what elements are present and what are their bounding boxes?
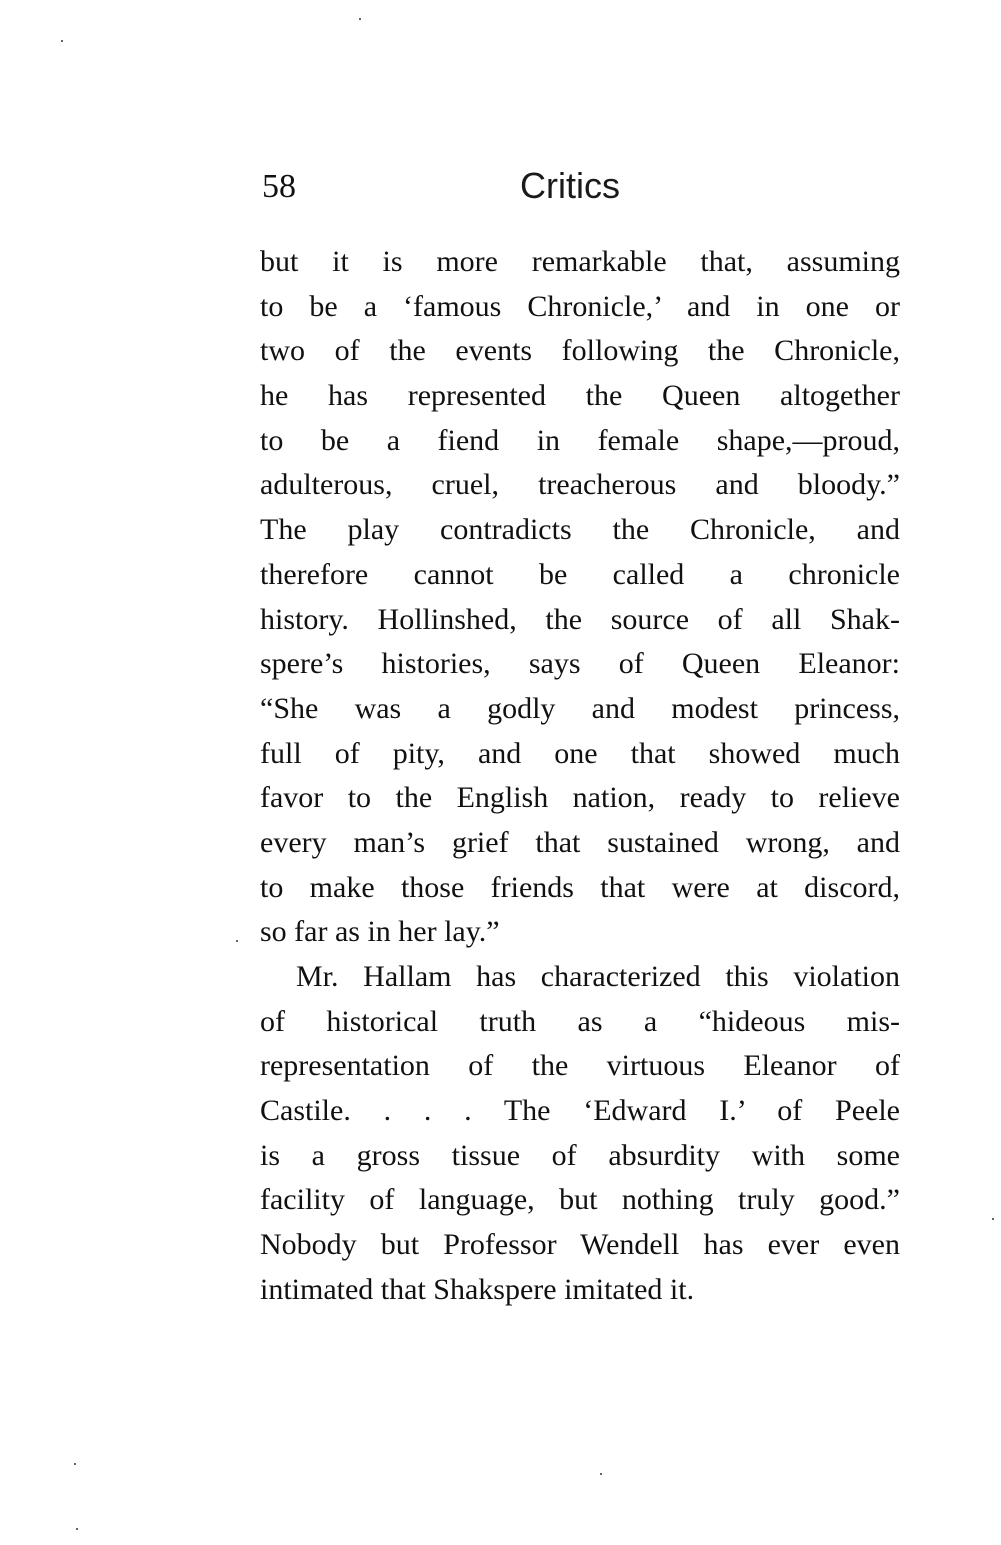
scan-speck	[74, 1463, 76, 1465]
text-line: every man’s grief that sustained wrong, and	[260, 825, 900, 859]
text-line: favor to the English nation, ready to relieve	[260, 781, 900, 815]
text-line: full of pity, and one that showed much	[260, 736, 900, 770]
page-number: 58	[262, 168, 296, 205]
scan-speck	[600, 1473, 602, 1475]
body-text	[260, 240, 900, 1313]
text-line: two of the events following the Chronicle,	[260, 334, 900, 368]
scan-speck	[359, 18, 361, 20]
paragraph-1	[260, 240, 900, 955]
text-line: of historical truth as a “hideous mis-	[260, 1004, 900, 1038]
text-line: he has represented the Queen altogether	[260, 379, 900, 413]
text-line: representation of the virtuous Eleanor of	[260, 1049, 900, 1083]
scan-speck	[76, 1528, 78, 1530]
text-line: is a gross tissue of absurdity with some	[260, 1138, 900, 1172]
text-line: history. Hollinshed, the source of all Shak-	[260, 602, 900, 636]
text-line: Nobody but Professor Wendell has ever even	[260, 1228, 900, 1262]
scan-speck	[992, 1218, 994, 1220]
text-line: spere’s histories, says of Queen Eleanor:	[260, 647, 900, 681]
scan-speck	[236, 940, 238, 942]
text-line: therefore cannot be called a chronicle	[260, 557, 900, 591]
text-line: to make those friends that were at discord,	[260, 870, 900, 904]
text-line: intimated that Shakspere imitated it.	[260, 1272, 695, 1306]
text-line: “She was a godly and modest princess,	[260, 691, 900, 725]
text-line: facility of language, but nothing truly good.”	[260, 1183, 900, 1217]
text-line: so far as in her lay.”	[260, 915, 500, 949]
paragraph-2	[260, 955, 900, 1313]
running-title: Critics	[520, 165, 620, 206]
text-line: Mr. Hallam has characterized this violation	[296, 960, 900, 993]
text-line: to be a ‘famous Chronicle,’ and in one or	[260, 289, 900, 323]
text-line: Castile. . . . The ‘Edward I.’ of Peele	[260, 1094, 900, 1128]
scan-speck	[61, 40, 63, 42]
text-line: adulterous, cruel, treacherous and bloody.”	[260, 468, 900, 502]
text-line: The play contradicts the Chronicle, and	[260, 513, 900, 547]
text-line: but it is more remarkable that, assuming	[260, 245, 900, 278]
text-line: to be a fiend in female shape,—proud,	[260, 423, 900, 457]
